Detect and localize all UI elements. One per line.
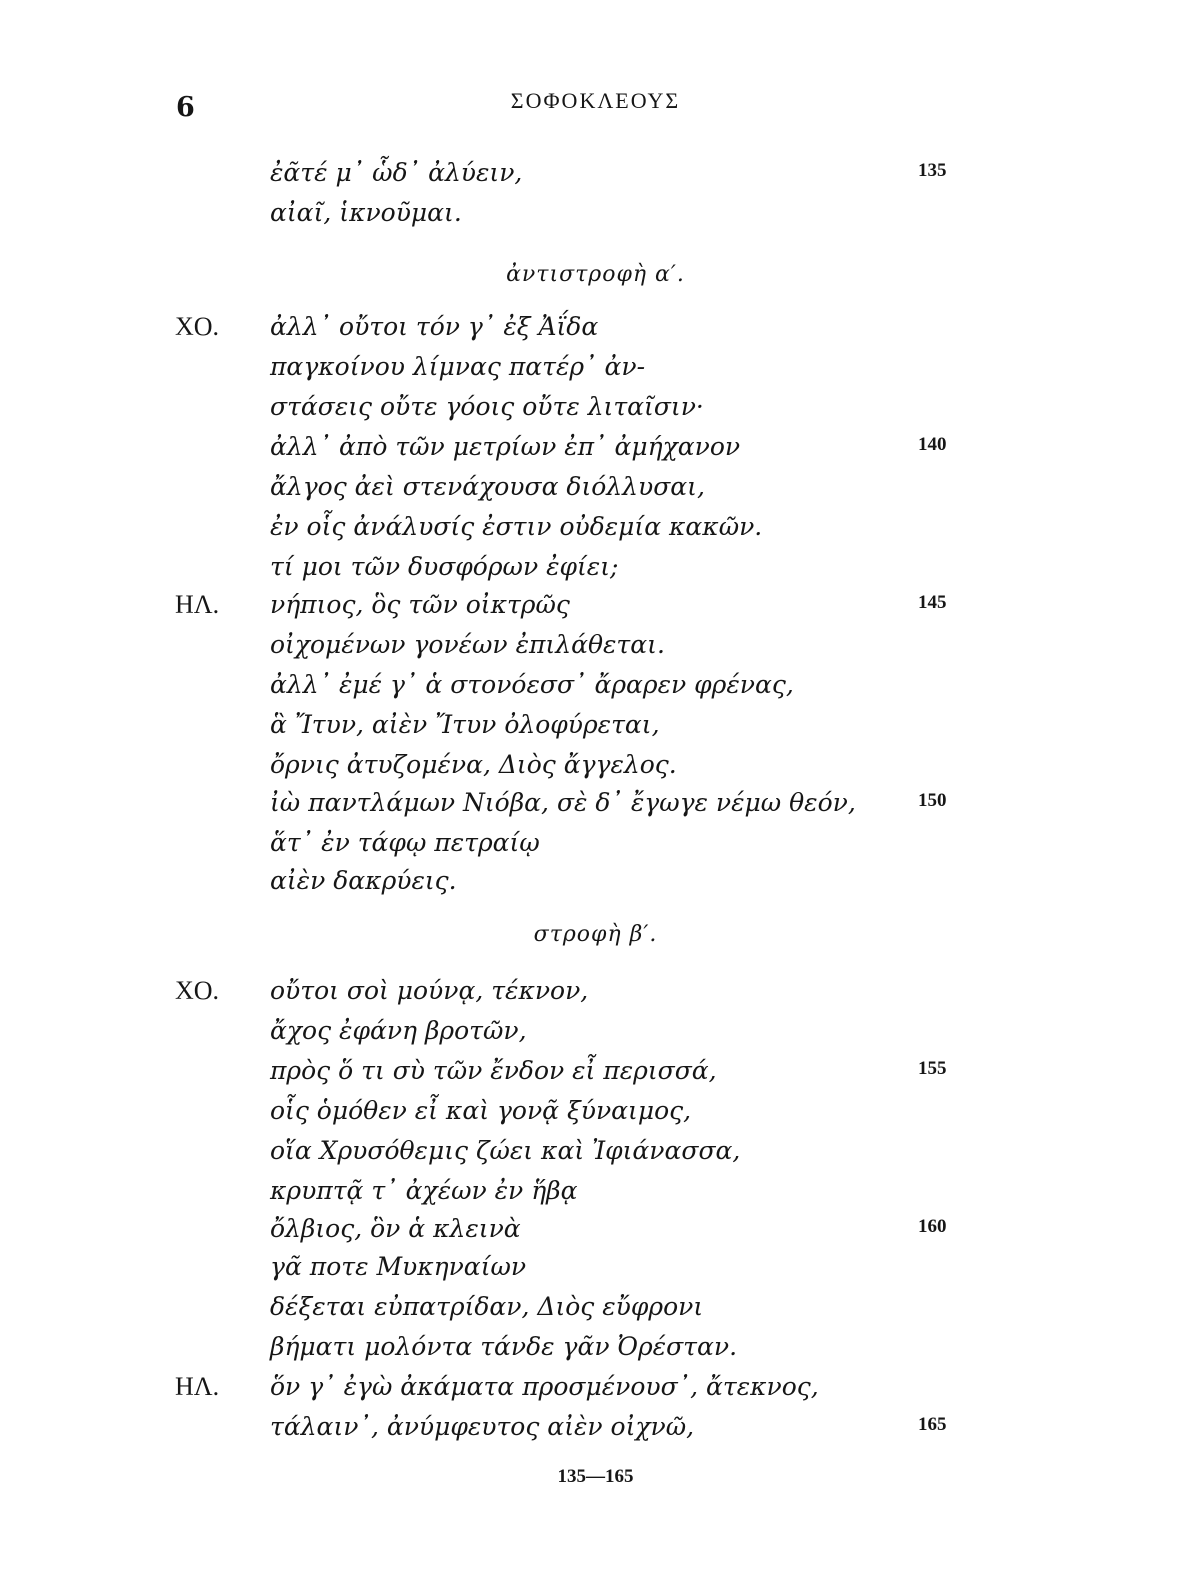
- verse-line: [0, 1016, 1191, 1056]
- section-heading: ἀντιστροφὴ α′.: [506, 262, 685, 287]
- verse-line: [0, 472, 1191, 512]
- line-number: 165: [918, 1414, 947, 1435]
- verse-text: δέξεται εὐπατρίδαν, Διὸς εὔφρονι: [270, 1292, 704, 1321]
- verse-line: [0, 1332, 1191, 1372]
- speaker-label: ΗΛ.: [175, 590, 220, 619]
- verse-line: [0, 312, 1191, 352]
- speaker-label: ΗΛ.: [175, 1372, 220, 1401]
- verse-text: ἀλλ᾽ ἀπὸ τῶν μετρίων ἐπ᾽ ἀμήχανον: [270, 432, 741, 461]
- verse-line: [0, 392, 1191, 432]
- verse-line: [0, 1096, 1191, 1136]
- verse-line: [0, 198, 1191, 238]
- verse-text: ἅτ᾽ ἐν τάφῳ πετραίῳ: [270, 828, 540, 857]
- verse-text: ὄλβιος, ὃν ἁ κλεινὰ: [270, 1214, 521, 1243]
- verse-line: [0, 1176, 1191, 1216]
- verse-text: ὄρνις ἀτυζομένα, Διὸς ἄγγελος.: [270, 750, 677, 779]
- page-number: 6: [176, 92, 195, 123]
- verse-line: [0, 512, 1191, 552]
- verse-text: ἄλγος ἀεὶ στενάχουσα διόλλυσαι,: [270, 472, 705, 501]
- line-number: 150: [918, 790, 947, 811]
- verse-text: γᾶ ποτε Μυκηναίων: [270, 1252, 527, 1281]
- verse-text: οἵα Χρυσόθεμις ζώει καὶ Ἰφιάνασσα,: [270, 1136, 741, 1165]
- verse-line: [0, 1252, 1191, 1292]
- running-head: ΣΟΦΟΚΛΕΟΥΣ: [510, 88, 681, 113]
- section-heading: στροφὴ β′.: [533, 922, 658, 947]
- line-number: 145: [918, 592, 947, 613]
- line-range-footer: 135—165: [557, 1466, 634, 1487]
- verse-line: [0, 710, 1191, 750]
- speaker-label: ΧΟ.: [175, 312, 220, 341]
- verse-line: [0, 1292, 1191, 1332]
- verse-text: στάσεις οὔτε γόοις οὔτε λιταῖσιν·: [270, 392, 704, 421]
- line-number: 160: [918, 1216, 947, 1237]
- verse-text: τί μοι τῶν δυσφόρων ἐφίει;: [270, 552, 619, 581]
- verse-line: [0, 1136, 1191, 1176]
- line-number: 155: [918, 1058, 947, 1079]
- verse-line: [0, 1372, 1191, 1412]
- verse-text: οἰχομένων γονέων ἐπιλάθεται.: [270, 630, 665, 659]
- verse-line: [0, 670, 1191, 710]
- verse-text: ἃ Ἴτυν, αἰὲν Ἴτυν ὀλοφύρεται,: [270, 710, 660, 739]
- verse-line: [0, 630, 1191, 670]
- verse-text: ἐᾶτέ μ᾽ ὧδ᾽ ἀλύειν,: [270, 158, 523, 187]
- verse-line: [0, 788, 1191, 828]
- verse-line: [0, 866, 1191, 906]
- line-number: 135: [918, 160, 947, 181]
- verse-text: ὅν γ᾽ ἐγὼ ἀκάματα προσμένουσ᾽, ἄτεκνος,: [270, 1372, 819, 1401]
- verse-text: πρὸς ὅ τι σὺ τῶν ἔνδον εἶ περισσά,: [270, 1056, 717, 1085]
- verse-line: [0, 552, 1191, 592]
- verse-line: [0, 750, 1191, 790]
- verse-text: οἷς ὁμόθεν εἶ καὶ γονᾷ ξύναιμος,: [270, 1096, 692, 1125]
- verse-line: [0, 158, 1191, 198]
- verse-text: αἰαῖ, ἱκνοῦμαι.: [270, 198, 462, 227]
- verse-line: [0, 976, 1191, 1016]
- verse-line: [0, 1214, 1191, 1254]
- verse-text: ἐν οἷς ἀνάλυσίς ἐστιν οὐδεμία κακῶν.: [270, 512, 763, 541]
- verse-text: κρυπτᾷ τ᾽ ἀχέων ἐν ἥβᾳ: [270, 1176, 578, 1205]
- verse-line: [0, 352, 1191, 392]
- verse-line: [0, 1056, 1191, 1096]
- line-number: 140: [918, 434, 947, 455]
- verse-text: αἰὲν δακρύεις.: [270, 866, 457, 895]
- verse-text: νήπιος, ὃς τῶν οἰκτρῶς: [270, 590, 570, 619]
- verse-text: ἰὼ παντλάμων Νιόβα, σὲ δ᾽ ἔγωγε νέμω θεόν,: [270, 788, 856, 817]
- verse-line: [0, 590, 1191, 630]
- verse-text: τάλαιν᾽, ἀνύμφευτος αἰὲν οἰχνῶ,: [270, 1412, 695, 1441]
- verse-line: [0, 432, 1191, 472]
- verse-text: παγκοίνου λίμνας πατέρ᾽ ἀν-: [270, 352, 646, 381]
- verse-text: ἀλλ᾽ οὔτοι τόν γ᾽ ἐξ Ἀΐδα: [270, 312, 599, 341]
- verse-text: βήματι μολόντα τάνδε γᾶν Ὀρέσταν.: [270, 1332, 738, 1361]
- verse-line: [0, 1412, 1191, 1452]
- verse-text: ἀλλ᾽ ἐμέ γ᾽ ἁ στονόεσσ᾽ ἄραρεν φρένας,: [270, 670, 794, 699]
- verse-text: ἄχος ἐφάνη βροτῶν,: [270, 1016, 527, 1045]
- verse-line: [0, 828, 1191, 868]
- speaker-label: ΧΟ.: [175, 976, 220, 1005]
- verse-text: οὔτοι σοὶ μούνᾳ, τέκνον,: [270, 976, 589, 1005]
